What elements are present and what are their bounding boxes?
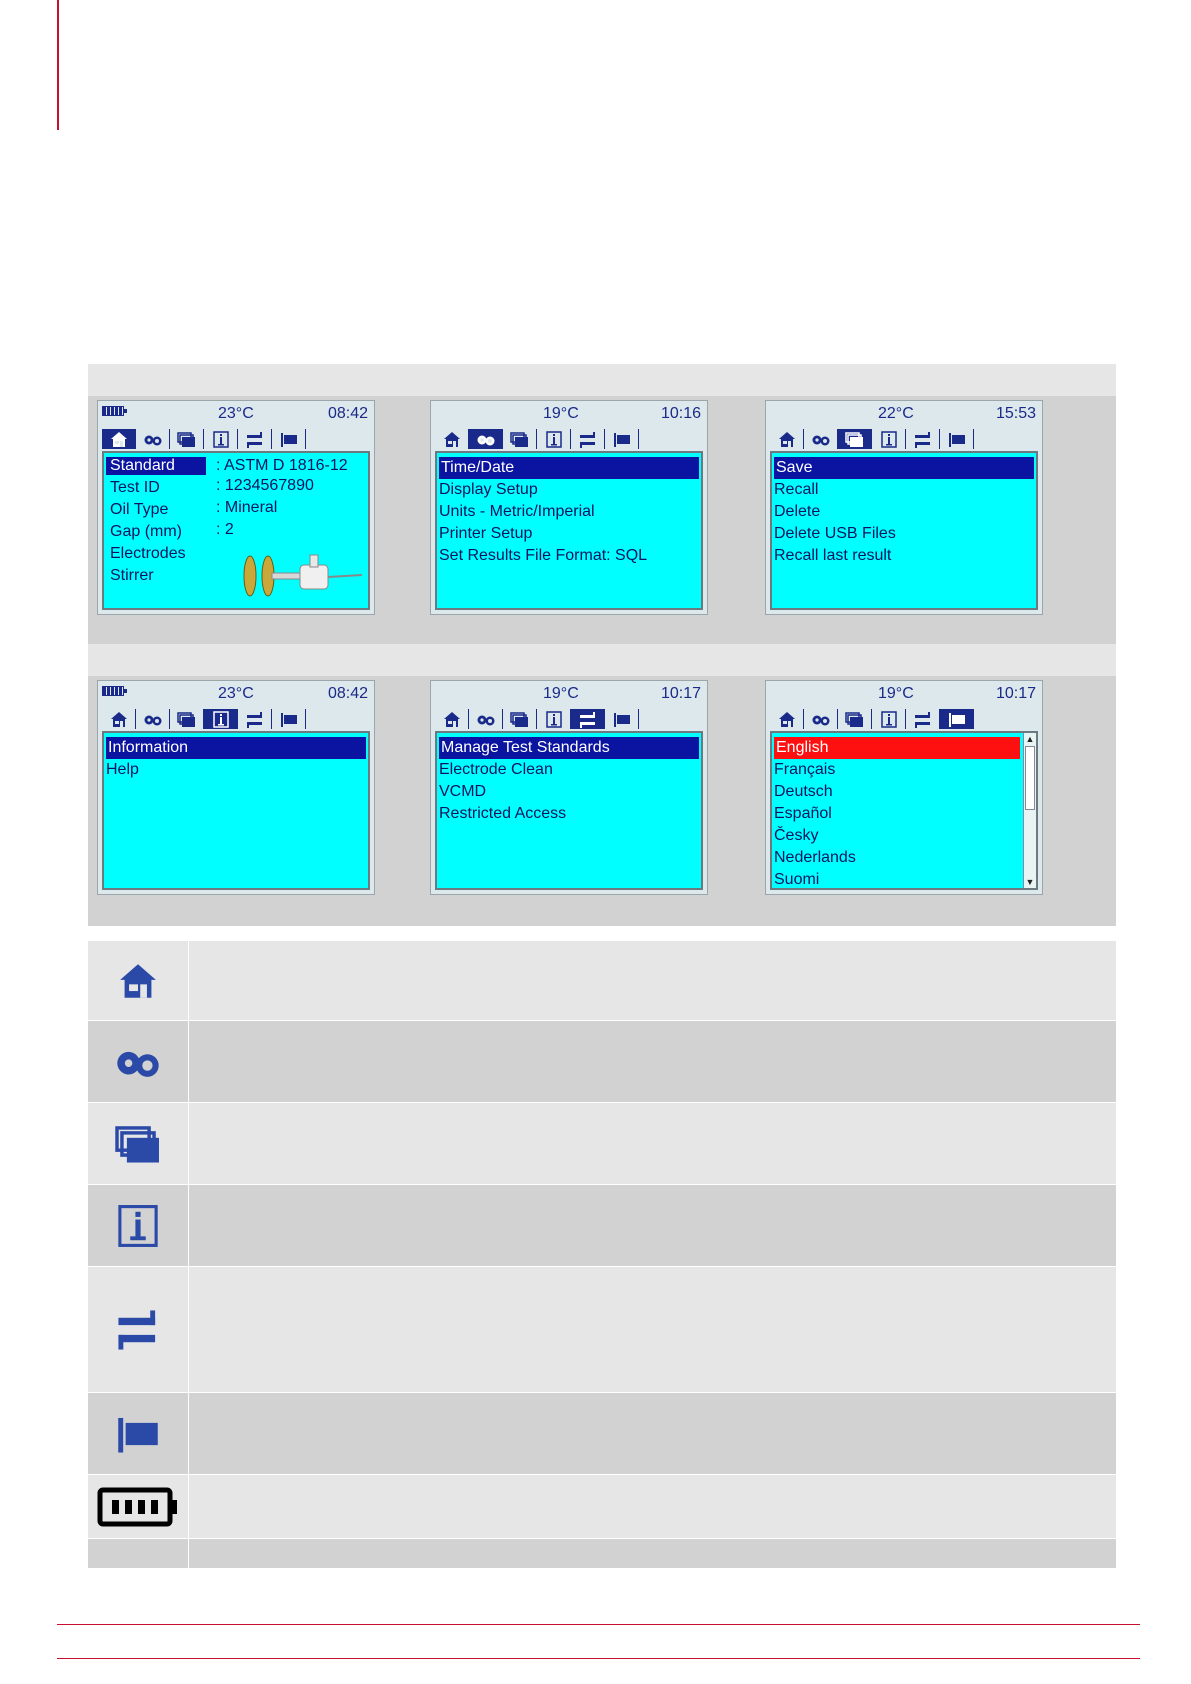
tab-files[interactable] <box>170 429 204 449</box>
clock: 15:53 <box>995 405 1036 422</box>
home-icon <box>110 431 128 448</box>
row-value-test-id: : 1234567890 <box>216 477 314 494</box>
files-icon <box>845 431 864 448</box>
tab-info[interactable] <box>537 709 571 729</box>
menu-item-results-file-format[interactable]: Set Results File Format: SQL <box>439 547 648 564</box>
clock: 10:17 <box>660 685 701 702</box>
temperature: 22°C <box>878 405 914 422</box>
settings-menu <box>435 451 703 610</box>
info-icon <box>114 1204 162 1248</box>
row-value-gap: : 2 <box>216 521 234 538</box>
language-flag-icon <box>948 431 966 448</box>
legend-row-battery <box>88 1474 1116 1538</box>
temperature: 23°C <box>218 405 254 422</box>
menu-item-information[interactable]: Information <box>106 737 366 759</box>
screen-language <box>765 680 1043 895</box>
tools-icon <box>579 711 597 728</box>
legend-row-info <box>88 1184 1116 1266</box>
menu-item-printer-setup[interactable]: Printer Setup <box>439 525 533 542</box>
temperature: 19°C <box>543 405 579 422</box>
menu-item-electrode-clean[interactable]: Electrode Clean <box>439 761 553 778</box>
screen-files <box>765 400 1043 615</box>
tab-settings[interactable] <box>469 709 503 729</box>
tools-icon <box>914 431 932 448</box>
settings-icon <box>143 431 163 448</box>
info-icon <box>545 711 563 728</box>
home-icon <box>443 711 461 728</box>
info-icon <box>212 431 230 448</box>
scroll-thumb[interactable] <box>1025 746 1035 810</box>
tools-icon <box>579 431 597 448</box>
legend-row-home <box>88 940 1116 1020</box>
tab-tools[interactable] <box>906 709 940 729</box>
tools-icon <box>914 711 932 728</box>
legend-row-files <box>88 1102 1116 1184</box>
legend-description <box>189 1267 1116 1392</box>
row-value-oil-type: : Mineral <box>216 499 278 516</box>
tab-files[interactable] <box>503 429 537 449</box>
tab-settings[interactable] <box>804 429 838 449</box>
menu-item-recall[interactable]: Recall <box>774 481 819 498</box>
tools-menu <box>435 731 703 890</box>
legend-description <box>189 1475 1116 1538</box>
language-flag-icon <box>280 711 298 728</box>
language-flag-icon <box>280 431 298 448</box>
tab-bar <box>102 709 306 729</box>
settings-icon <box>476 431 496 448</box>
battery-icon <box>102 686 124 696</box>
tab-home[interactable] <box>435 429 469 449</box>
language-option-english[interactable]: English <box>774 737 1020 759</box>
menu-item-time-date[interactable]: Time/Date <box>439 457 699 479</box>
info-icon <box>880 711 898 728</box>
menu-item-recall-last-result[interactable]: Recall last result <box>774 547 892 564</box>
tab-tools[interactable] <box>238 429 272 449</box>
scroll-down-arrow[interactable]: ▼ <box>1025 877 1035 887</box>
files-menu <box>770 451 1038 610</box>
settings-icon <box>476 711 496 728</box>
settings-icon <box>110 1042 166 1082</box>
screen-tools <box>430 680 708 895</box>
settings-icon <box>811 431 831 448</box>
info-icon <box>880 431 898 448</box>
tab-language[interactable] <box>272 709 306 729</box>
info-menu <box>102 731 370 890</box>
language-flag-icon <box>613 431 631 448</box>
tab-bar <box>435 709 639 729</box>
tab-bar <box>770 429 974 449</box>
home-icon <box>778 711 796 728</box>
legend-row-language <box>88 1392 1116 1474</box>
language-option-suomi[interactable]: Suomi <box>774 871 820 888</box>
tab-settings[interactable] <box>804 709 838 729</box>
tab-info[interactable] <box>872 709 906 729</box>
tab-bar <box>102 429 306 449</box>
language-flag-icon <box>613 711 631 728</box>
tab-info[interactable] <box>204 429 238 449</box>
menu-item-vcmd[interactable]: VCMD <box>439 783 487 800</box>
tools-icon <box>246 431 264 448</box>
files-icon <box>177 431 196 448</box>
tab-home[interactable] <box>770 709 804 729</box>
footer-rule-bottom <box>57 1658 1140 1659</box>
home-icon <box>778 431 796 448</box>
tab-tools[interactable] <box>571 429 605 449</box>
tab-language[interactable] <box>272 429 306 449</box>
tab-info[interactable] <box>537 429 571 449</box>
legend-row-settings <box>88 1020 1116 1102</box>
tab-home[interactable] <box>770 429 804 449</box>
tab-settings[interactable] <box>136 429 170 449</box>
electrode-stirrer-illustration <box>232 551 370 601</box>
clock: 10:16 <box>660 405 701 422</box>
tab-language[interactable] <box>940 429 974 449</box>
files-icon <box>845 711 864 728</box>
tab-settings[interactable] <box>136 709 170 729</box>
battery-icon <box>102 406 124 416</box>
row-label-test-id: Test ID <box>110 479 160 496</box>
language-flag-icon <box>948 711 966 728</box>
legend-description <box>189 1021 1116 1102</box>
tab-tools[interactable] <box>238 709 272 729</box>
files-icon <box>510 711 529 728</box>
page-margin-line <box>57 0 59 130</box>
home-icon <box>110 711 128 728</box>
files-icon <box>111 1123 165 1165</box>
tab-files[interactable] <box>170 709 204 729</box>
legend-description <box>189 1103 1116 1184</box>
tab-bar <box>770 709 974 729</box>
tab-language[interactable] <box>605 429 639 449</box>
tab-tools[interactable] <box>571 709 605 729</box>
row-label-oil-type: Oil Type <box>110 501 169 518</box>
home-icon <box>115 962 161 1000</box>
language-scrollbar[interactable] <box>1023 733 1036 888</box>
settings-icon <box>143 711 163 728</box>
tab-bar <box>435 429 639 449</box>
legend-row-tools <box>88 1266 1116 1392</box>
info-icon <box>545 431 563 448</box>
menu-item-manage-test-standards[interactable]: Manage Test Standards <box>439 737 699 759</box>
menu-item-display-setup[interactable]: Display Setup <box>439 481 538 498</box>
tab-home[interactable] <box>435 709 469 729</box>
screen-settings <box>430 400 708 615</box>
language-option-cesky[interactable]: Česky <box>774 827 819 844</box>
tab-files[interactable] <box>838 429 872 449</box>
tab-info[interactable] <box>204 709 238 729</box>
row-label-standard[interactable]: Standard <box>106 457 206 475</box>
screen-home <box>97 400 375 615</box>
screen-info <box>97 680 375 895</box>
row-label-gap: Gap (mm) <box>110 523 182 540</box>
table-header-band <box>88 364 1116 396</box>
legend-description <box>189 941 1116 1020</box>
tools-icon <box>113 1308 163 1352</box>
legend-description <box>189 1393 1116 1474</box>
menu-item-help[interactable]: Help <box>106 761 139 778</box>
menu-item-save[interactable]: Save <box>774 457 1034 479</box>
language-flag-icon <box>114 1413 162 1455</box>
files-icon <box>510 431 529 448</box>
tab-files[interactable] <box>503 709 537 729</box>
tab-home[interactable] <box>102 709 136 729</box>
language-option-francais[interactable]: Français <box>774 761 836 778</box>
tab-language[interactable] <box>605 709 639 729</box>
home-icon <box>443 431 461 448</box>
clock: 08:42 <box>327 405 368 422</box>
settings-icon <box>811 711 831 728</box>
temperature: 19°C <box>543 685 579 702</box>
menu-item-restricted-access[interactable]: Restricted Access <box>439 805 567 822</box>
scroll-up-arrow[interactable]: ▲ <box>1025 734 1035 744</box>
row-label-electrodes: Electrodes <box>110 545 186 562</box>
footer-rule-top <box>57 1624 1140 1625</box>
menu-item-delete[interactable]: Delete <box>774 503 821 520</box>
temperature: 23°C <box>218 685 254 702</box>
row-label-stirrer: Stirrer <box>110 567 154 584</box>
menu-item-units[interactable]: Units - Metric/Imperial <box>439 503 595 520</box>
tab-language[interactable] <box>940 709 974 729</box>
tab-settings[interactable] <box>469 429 503 449</box>
battery-icon <box>97 1486 179 1528</box>
tab-home[interactable] <box>102 429 136 449</box>
tab-info[interactable] <box>872 429 906 449</box>
language-option-nederlands[interactable]: Nederlands <box>774 849 856 866</box>
row-value-standard: : ASTM D 1816-12 <box>216 457 348 474</box>
tab-tools[interactable] <box>906 429 940 449</box>
clock: 08:42 <box>327 685 368 702</box>
tab-files[interactable] <box>838 709 872 729</box>
table-header-band-2 <box>88 644 1116 676</box>
info-icon <box>212 711 230 728</box>
legend-row-empty <box>88 1538 1116 1568</box>
language-option-espanol[interactable]: Español <box>774 805 832 822</box>
language-list <box>770 731 1038 890</box>
menu-item-delete-usb-files[interactable]: Delete USB Files <box>774 525 896 542</box>
clock: 10:17 <box>995 685 1036 702</box>
temperature: 19°C <box>878 685 914 702</box>
files-icon <box>177 711 196 728</box>
legend-description <box>189 1185 1116 1266</box>
test-summary-panel <box>102 451 370 610</box>
tools-icon <box>246 711 264 728</box>
language-option-deutsch[interactable]: Deutsch <box>774 783 833 800</box>
